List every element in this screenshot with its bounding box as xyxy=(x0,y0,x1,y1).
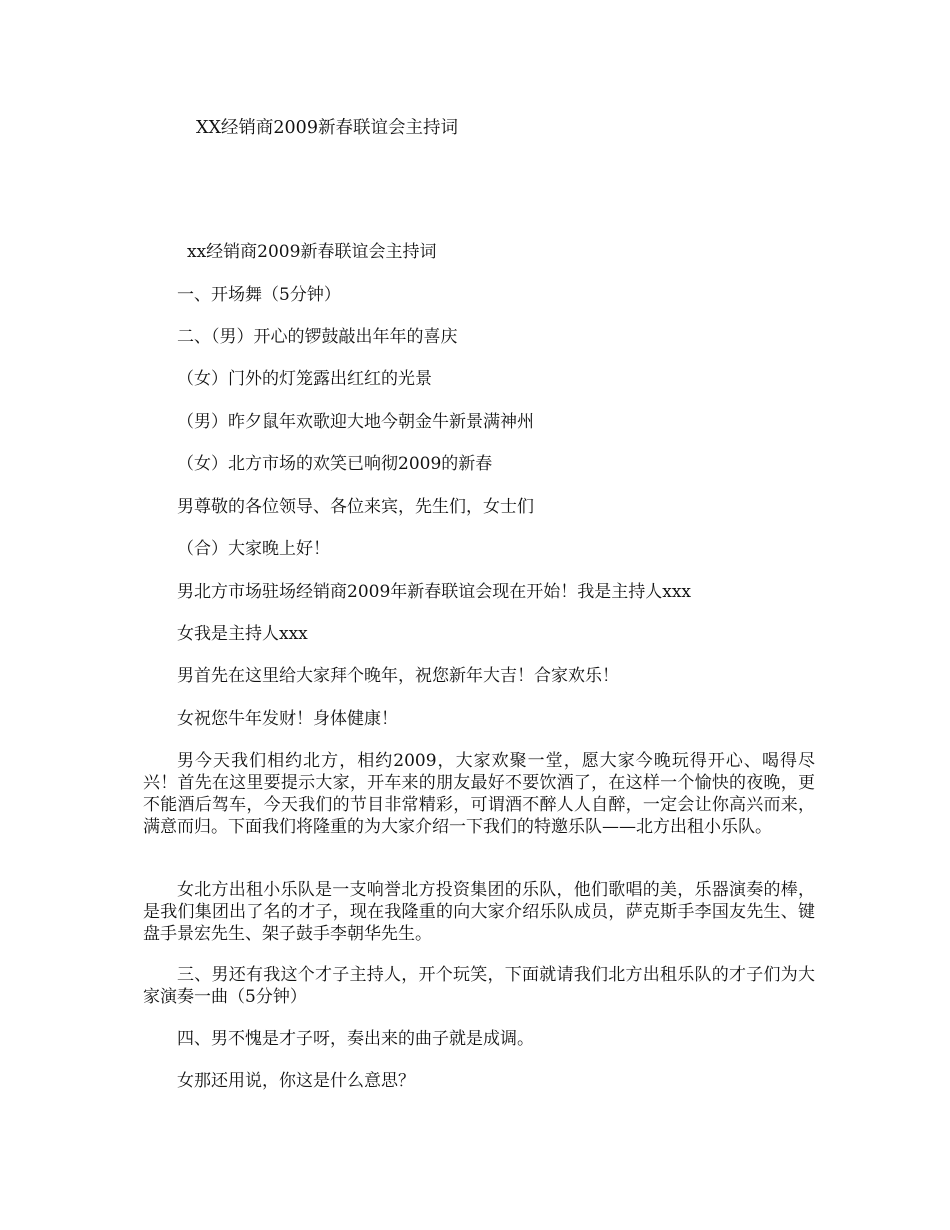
script-line: 四、男不愧是才子呀，奏出来的曲子就是成调。 xyxy=(177,1029,534,1049)
script-line: （女）北方市场的欢笑已响彻2009的新春 xyxy=(177,454,493,474)
document-title: XX经销商2009新春联谊会主持词 xyxy=(196,118,458,138)
script-line: （合）大家晚上好！ xyxy=(177,539,330,559)
script-line: 女祝您牛年发财！身体健康！ xyxy=(177,709,398,729)
script-line: 女那还用说，你这是什么意思？ xyxy=(177,1071,415,1091)
script-line: 男尊敬的各位领导、各位来宾，先生们，女士们 xyxy=(177,497,534,517)
script-paragraph: 三、男还有我这个才子主持人，开个玩笑，下面就请我们北方出租乐队的才子们为大家演奏一曲（5分钟） xyxy=(143,965,815,1007)
script-line: 男首先在这里给大家拜个晚年，祝您新年大吉！合家欢乐！ xyxy=(177,666,619,686)
script-line: 一、开场舞（5分钟） xyxy=(177,285,341,305)
script-paragraph: 女北方出租小乐队是一支响誉北方投资集团的乐队，他们歌唱的美，乐器演奏的棒，是我们集团出了名的才子，现在我隆重的向大家介绍乐队成员，萨克斯手李国友先生、键盘手景宏先生、架子鼓手李朝华先生。 xyxy=(143,880,815,944)
script-paragraph: 男今天我们相约北方，相约2009，大家欢聚一堂，愿大家今晚玩得开心、喝得尽兴！首先在这里要提示大家，开车来的朋友最好不要饮酒了，在这样一个愉快的夜晚，更不能酒后驾车，今天我们的节目非常精彩，可谓酒不醉人人自醉，一定会让你高兴而来，满意而归。下面我们将隆重的为大家介绍一下我们的特邀乐队——北方出租小乐队。 xyxy=(143,751,815,837)
script-line: （男）昨夕鼠年欢歌迎大地今朝金牛新景满神州 xyxy=(177,412,534,432)
script-line: 二、（男）开心的锣鼓敲出年年的喜庆 xyxy=(177,327,458,347)
script-line: 女我是主持人xxx xyxy=(177,624,308,644)
script-line: 男北方市场驻场经销商2009年新春联谊会现在开始！我是主持人xxx xyxy=(177,582,692,602)
script-line: （女）门外的灯笼露出红红的光景 xyxy=(177,369,432,389)
document-subtitle: xx经销商2009新春联谊会主持词 xyxy=(187,242,437,262)
